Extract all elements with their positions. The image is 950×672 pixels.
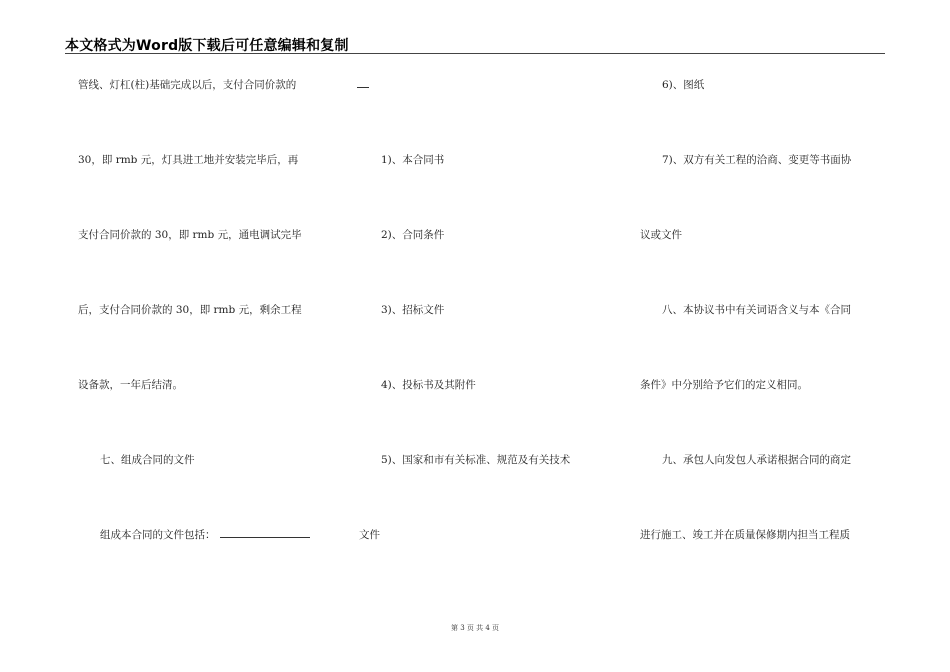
text-line: 议或文件 <box>640 229 682 241</box>
text-line-with-blank <box>357 78 369 92</box>
fill-in-blank <box>357 78 369 88</box>
section-heading: 七、组成合同的文件 <box>100 454 195 466</box>
list-item: 6)、图纸 <box>662 79 705 91</box>
text-line: 30，即 rmb 元，灯具进工地并安装完毕后，再 <box>78 154 299 166</box>
text-line: 支付合同价款的 30，即 rmb 元，通电调试完毕 <box>78 229 302 241</box>
text-line: 管线、灯杠(柱)基础完成以后，支付合同价款的 <box>78 79 297 91</box>
text-line: 后，支付合同价款的 30，即 rmb 元，剩余工程 <box>78 304 302 316</box>
fill-in-blank <box>220 528 310 538</box>
header-divider <box>65 53 885 54</box>
list-item: 3)、招标文件 <box>381 304 445 316</box>
text-line: 组成本合同的文件包括： <box>100 529 216 541</box>
list-item: 2)、合同条件 <box>381 229 445 241</box>
list-item: 5)、国家和市有关标准、规范及有关技术 <box>381 454 571 466</box>
text-line-with-blank <box>100 528 310 542</box>
list-item: 4)、投标书及其附件 <box>381 379 476 391</box>
text-line: 进行施工、竣工并在质量保修期内担当工程质 <box>640 529 850 541</box>
text-line: 设备款，一年后结清。 <box>78 379 183 391</box>
list-item: 7)、双方有关工程的洽商、变更等书面协 <box>662 154 852 166</box>
text-line: 条件》中分别给予它们的定义相同。 <box>640 379 808 391</box>
document-header-title: 本文格式为Word版下载后可任意编辑和复制 <box>65 38 349 54</box>
section-heading: 八、本协议书中有关词语含义与本《合同 <box>662 304 851 316</box>
text-line: 文件 <box>359 529 380 541</box>
section-heading: 九、承包人向发包人承诺根据合同的商定 <box>662 454 851 466</box>
page-number: 第 3 页 共 4 页 <box>450 624 500 632</box>
list-item: 1)、本合同书 <box>381 154 445 166</box>
